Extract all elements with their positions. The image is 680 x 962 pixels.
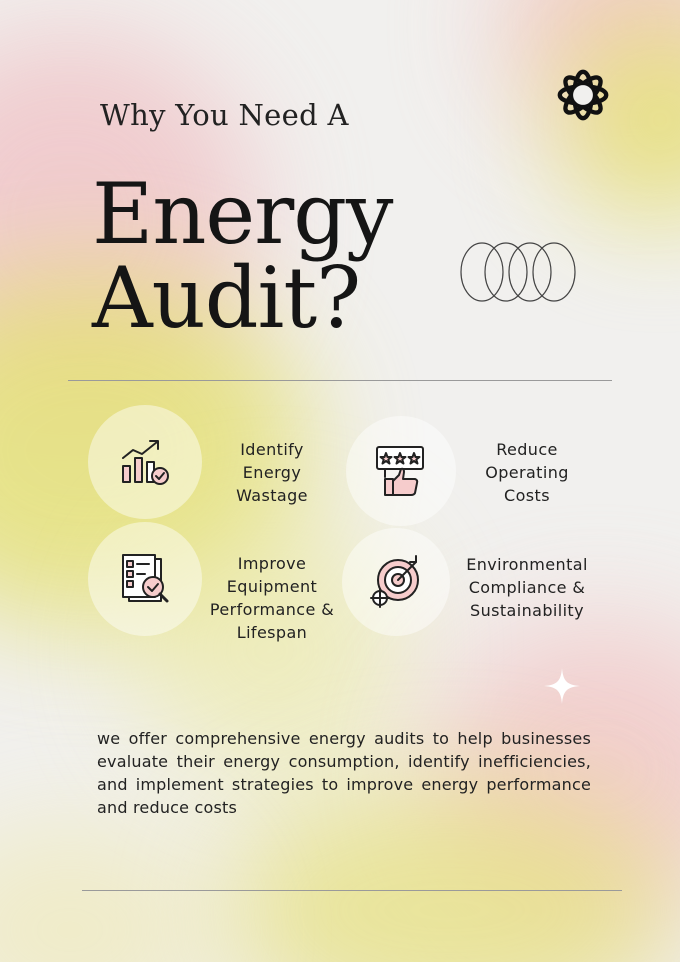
target-icon xyxy=(366,552,426,612)
feature-line: Operating xyxy=(485,463,569,482)
thumbs-up-review-icon xyxy=(371,441,431,501)
growth-chart-icon xyxy=(115,432,175,492)
feature-line: Lifespan xyxy=(236,623,308,642)
feature-icon-circle xyxy=(88,405,202,519)
feature-environmental-compliance xyxy=(456,553,598,622)
description-paragraph: we offer comprehensive energy audits to help businesses evaluate their energy consumption, identify inefficiencies, and implement strategies to improve energy performance and reduce costs xyxy=(97,729,591,817)
feature-line: Costs xyxy=(504,486,550,505)
feature-reduce-operating-costs xyxy=(462,438,592,507)
page-title xyxy=(92,165,393,347)
feature-icon-circle xyxy=(88,522,202,636)
feature-improve-equipment-performance xyxy=(196,552,348,644)
feature-line: Energy xyxy=(242,463,302,482)
title-line-energy: Energy xyxy=(92,165,393,263)
feature-icon-circle xyxy=(346,416,456,526)
feature-identify-energy-wastage xyxy=(200,438,344,507)
feature-line: Equipment xyxy=(226,577,318,596)
flower-logo-icon xyxy=(554,66,612,124)
subtitle: Why You Need A xyxy=(100,98,349,132)
feature-line: Identify xyxy=(240,440,304,459)
document-inspection-icon xyxy=(115,549,175,609)
bottom-divider xyxy=(82,890,622,891)
feature-icon-circle xyxy=(342,528,450,636)
feature-line: Performance & xyxy=(209,600,335,619)
feature-line: Compliance & xyxy=(468,578,586,597)
title-line-audit: Audit? xyxy=(92,249,361,347)
sparkle-icon xyxy=(544,668,580,704)
feature-line: Improve xyxy=(237,554,307,573)
feature-line: Environmental xyxy=(466,555,588,574)
top-divider xyxy=(68,380,612,381)
feature-line: Wastage xyxy=(236,486,308,505)
feature-line: Reduce xyxy=(496,440,558,459)
interlocking-rings-icon xyxy=(458,240,578,304)
feature-line: Sustainability xyxy=(470,601,584,620)
